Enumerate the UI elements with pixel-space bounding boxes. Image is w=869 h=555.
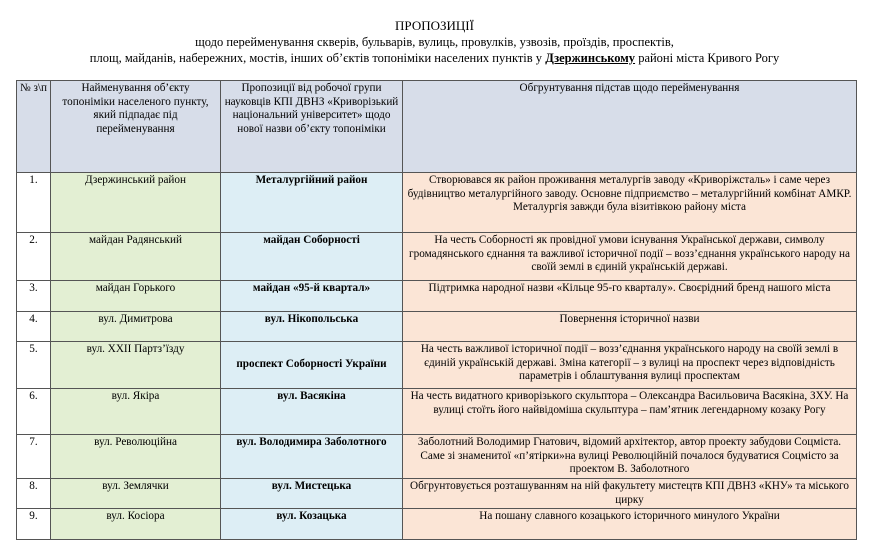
row-number: 8. [17, 479, 51, 509]
old-name-cell: вул. Якіра [51, 389, 221, 435]
document-subtitle-line-2: щодо перейменування скверів, бульварів, вулиць, провулків, узвозів, проїздів, проспектів, [195, 35, 674, 49]
old-name-cell: вул. Землячки [51, 479, 221, 509]
old-name-cell: Дзержинський район [51, 173, 221, 233]
table-row [17, 342, 857, 389]
new-name-cell: вул. Володимира Заболотного [221, 435, 403, 479]
table-row [17, 312, 857, 342]
reason-cell: Створювався як район проживання металургів заводу «Криворіжсталь» і саме через будівництво металургійного заводу. Основне підприємство – металургійний комбінат АМКР. Металургія завжди була візитівкою району міста [403, 173, 857, 233]
reason-cell: На честь Соборності як провідної умови існування Української держави, символу громадянського єднання та важливої історичної події – возз’єднання українського народу на своїй землі в єдиній українській державі. [403, 233, 857, 281]
header-reason: Обгрунтування підстав щодо перейменування [403, 81, 857, 173]
table-row [17, 435, 857, 479]
table-row [17, 389, 857, 435]
old-name-cell: вул. ХХІІ Партз’їзду [51, 342, 221, 389]
new-name-cell: майдан «95-й квартал» [221, 281, 403, 312]
new-name-cell: вул. Мистецька [221, 479, 403, 509]
reason-cell: Повернення історичної назви [403, 312, 857, 342]
document-title: ПРОПОЗИЦІЇ [395, 18, 474, 33]
subtitle-suffix: районі міста Кривого Рогу [638, 51, 780, 65]
table-row [17, 233, 857, 281]
reason-cell: На честь видатного криворізького скульптора – Олександра Васильовича Васякіна, ЗХУ. На вулиці стоїть його найвідоміша скульптура – пам’ятник легендарному козаку Рогу [403, 389, 857, 435]
old-name-cell: вул. Революційна [51, 435, 221, 479]
new-name-cell: Металургійний район [221, 173, 403, 233]
table-row [17, 281, 857, 312]
row-number: 2. [17, 233, 51, 281]
reason-cell: На честь важливої історичної події – возз’єднання українського народу на своїй землі в єдиній українській державі. Зміна категорії – з вулиці на проспект через відповідність параметрів і облаштування вулиці проспектам [403, 342, 857, 389]
row-number: 3. [17, 281, 51, 312]
row-number: 7. [17, 435, 51, 479]
new-name-cell: вул. Васякіна [221, 389, 403, 435]
row-number: 5. [17, 342, 51, 389]
old-name-cell: майдан Горького [51, 281, 221, 312]
document-header [0, 18, 869, 66]
renaming-proposals-table [16, 80, 857, 540]
new-name-cell: майдан Соборності [221, 233, 403, 281]
document-subtitle-line-3 [0, 50, 869, 66]
table-header-row [17, 81, 857, 173]
header-new-name: Пропозиції від робочої групи науковців КПІ ДВНЗ «Криворізький національний університет» щодо нової назви об’єкту топоніміки [221, 81, 403, 173]
old-name-cell: вул. Косіора [51, 509, 221, 540]
header-number: № з\п [17, 81, 51, 173]
subtitle-prefix: площ, майданів, набережних, мостів, інших об’єктів топоніміки населених пунктів у [89, 51, 543, 65]
district-name: Дзержинському [545, 51, 636, 65]
reason-cell: На пошану славного козацького історичного минулого України [403, 509, 857, 540]
row-number: 1. [17, 173, 51, 233]
old-name-cell: вул. Димитрова [51, 312, 221, 342]
reason-cell: Обгрунтовується розташуванням на ній факультету мистецтв КПІ ДВНЗ «КНУ» та міського цирку [403, 479, 857, 509]
row-number: 6. [17, 389, 51, 435]
new-name-cell: вул. Козацька [221, 509, 403, 540]
table-row [17, 509, 857, 540]
row-number: 4. [17, 312, 51, 342]
reason-cell: Заболотний Володимир Гнатович, відомий архітектор, автор проекту забудови Соцмістa. Саме зі знаменитої «п’ятірки»на вулиці Революційній почалося будуватися Соцмісто за проектом В. Заболотного [403, 435, 857, 479]
table-row [17, 479, 857, 509]
old-name-cell: майдан Радянський [51, 233, 221, 281]
header-old-name: Найменування об’єкту топоніміки населеного пункту, який підпадає під перейменування [51, 81, 221, 173]
new-name-cell: проспект Соборності України [221, 342, 403, 389]
new-name-cell: вул. Нікопольська [221, 312, 403, 342]
reason-cell: Підтримка народної назви «Кільце 95-го кварталу». Своєрідний бренд нашого міста [403, 281, 857, 312]
row-number: 9. [17, 509, 51, 540]
table-row [17, 173, 857, 233]
